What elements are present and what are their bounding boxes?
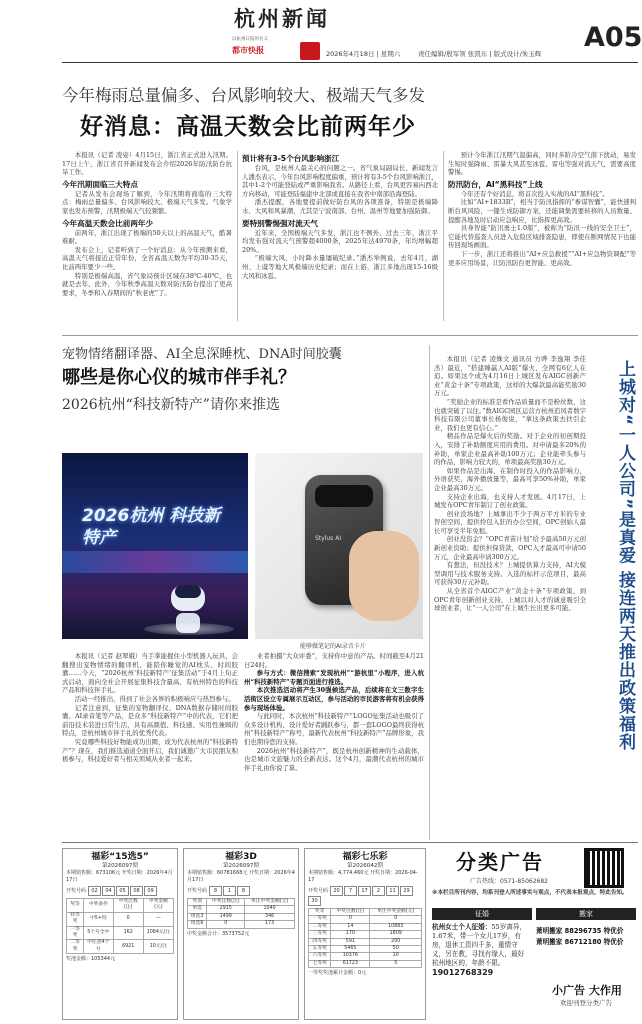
number-ball: 29: [400, 886, 413, 896]
paragraph: 发布会上，记者听到了一个好消息：从今年预测来看，高温天气将接近正常年份，全省高温天数为平均30-35天，比前两年要少一些。: [62, 245, 232, 271]
lottery-numbers: [66, 886, 174, 896]
table-row: [309, 923, 422, 930]
lottery-footer: 中奖金额合计：3573752元: [187, 930, 250, 937]
device-brand-label: Stylus AI: [315, 535, 342, 542]
device-photo: [255, 453, 423, 639]
table-cell: 5个号全中: [84, 926, 114, 940]
table-header-cell: 中奖注数(注): [113, 899, 143, 913]
lottery-date-line: 本期销售额：673106元 开奖日期：2026年4月17日: [66, 870, 173, 883]
lottery-issue: 第2026097期: [222, 863, 260, 869]
paragraph: 台风，是杭州人最关心的问题之一。省气象局副局长、新闻发言人潘杰表示，今年台风影响程度偏重，预计将有3-5个台风影响浙江，其中1-2个可能登陆或严重影响我省。从路径上看，台风更容易向西北方向移动，可能登陆福建中北部或直接在我省中南部沿海登陆。: [242, 164, 438, 198]
paragraph: 特别是极端高温，省气象局预计区域在38℃-40℃，也就是去年、此外，今年秋季高温天数对防汛防台提出了更高要求，冬季和入春期间的“秋老虎”了。: [62, 271, 232, 297]
skyline-shape: [62, 551, 248, 573]
welcome-text: 欢迎刊登分类广告: [560, 999, 612, 1007]
story1-column-2: [242, 151, 438, 323]
page-number: A05: [584, 22, 642, 53]
table-cell: 组选6: [188, 921, 207, 928]
table-cell: 591: [331, 938, 370, 945]
story1-lead: 本报讯（记者 凌姿）4月15日，浙江省正式进入汛期。17日上午，浙江省召开新闻发布会介绍2026年防汛防台抗旱工作。: [62, 151, 232, 177]
table-cell: —: [143, 912, 173, 926]
table-cell: 六等奖: [309, 953, 331, 960]
paragraph: 业者拍摄“大众评委”，支持你中意的产品。时间截至4月21日24时。: [244, 652, 424, 669]
story2-headline: 哪些是你心仪的城市伴手礼？: [62, 367, 296, 388]
number-ball: 20: [330, 886, 343, 896]
story3-body: [434, 355, 586, 840]
number-ball: 8: [209, 886, 222, 896]
paragraph: 从全省首个AIGC产业“黄金十条”专项政策，到OPC青年创新创业支持，上城以对人才的诚意吸引全球创业者，让“一人公司”在上城生长出更多可能。: [434, 587, 586, 613]
lottery-title: 福彩七乐彩: [342, 852, 388, 862]
table-header-cell: 中奖条件: [84, 899, 114, 913]
number-ball: 30: [308, 896, 321, 906]
recruit-text: 55岁离异，1.67米，带一个女儿17岁，有房，退休工资四千多，重情守义，另在教，寻找有缘人，最好杭州地区的，年龄不限。: [432, 923, 527, 967]
table-cell: 组选3: [188, 913, 207, 920]
lottery-issue: 第2026042期: [346, 863, 384, 869]
paragraph: 比如“AI+1833R”，相当于防汛指挥的“参谋智囊”，能快速判断台风风险，一键生成防御方案，还能调集需要转移的人员数量、提醒各地及时启动应急响应，比指挥更高效。: [448, 198, 636, 224]
table-row: [67, 926, 174, 940]
table-row: [309, 953, 422, 960]
table-cell: 二等奖: [67, 940, 84, 954]
poster-image: [62, 453, 248, 639]
paragraph: 活动一经推出，得到了社会各界的积极响应与热烈参与。: [74, 694, 235, 703]
number-ball: 08: [130, 886, 143, 896]
table-cell: 0: [207, 921, 245, 928]
lottery-numbers: [308, 886, 422, 906]
paragraph: 记者注意到，征集的宠物翻译仪、DNA数据存储时间胶囊、AI录音笔等产品，是众多“科技新特产”中的代表，它们把前沿技术装进日常生活，具有高颜值、科技感、实用性兼顾的特点，是杭州城市伴手礼的优秀代表。: [62, 703, 238, 738]
paragraph: 预计今年浙江汛期气温偏高，同时多阶冷空气南下扰动，易发生短时强降雨、雷暴大风甚至冰雹、雷电等强对流天气，需要高度警惕。: [448, 151, 636, 177]
paragraph: 2026杭州“科技新特产”，既是杭州创新精神的生动载体，也是城市文旅魅力的全新表达。这个4月，最潮代表杭州的城市伴手礼由你说了算。: [244, 746, 424, 772]
story1-subhead-5: 防汛防台，AI“黑科技”上线: [448, 179, 543, 189]
paragraph: 今年还有个好消息，将首次投入实战的AI“黑科技”。: [460, 189, 609, 198]
move-line-1: 萧明搬家 88296735 特优价: [536, 927, 624, 935]
ads-hotline: 广告热线：0571-85062682: [470, 878, 548, 885]
table-cell: 中任意4个号: [84, 940, 114, 954]
photo-caption: 能够做笔记的AI录音卡片: [300, 643, 366, 650]
story3-lead: 本报讯（记者 凌姝文 通讯员 方晔 李逸翔 李佳杰）最近，“搭建臻赢人AI版”爆火，全网有6亿人在追。如果这个成为4月16日上城区发布AIGC创新产业“黄金十条”专项政策，这样的大爆款最高能奖励30万元。: [434, 355, 586, 398]
table-cell: 5465: [331, 946, 370, 953]
tab-move: 搬家: [536, 908, 636, 920]
table-cell: 1499: [207, 913, 245, 920]
table-cell: 四等奖: [309, 938, 331, 945]
paragraph: “极端大风、小时降水量屡破纪录。”潘杰举例说，去年4月，湖州、上虞等地大风极端历史纪录；而在上游，浙江多地出现15-16级大风和冰雹。: [242, 254, 438, 280]
table-cell: 一等奖: [67, 926, 84, 940]
lottery-date-line: 本期销售额：60781668元 开奖日期：2026年4月17日: [187, 870, 295, 883]
table-cell: 10: [370, 953, 422, 960]
story1-column-3: [448, 151, 636, 323]
number-ball: 7: [344, 886, 357, 896]
paragraph: 记者从发布会现场了解到，今年汛期将面临的三大特点：梅雨总量偏多、台风影响较大、极端天气多发。气象学家也发布预警，汛期极端天气较频繁。: [62, 189, 232, 215]
number-ball: 2: [372, 886, 385, 896]
number-ball: 17: [358, 886, 371, 896]
platform-glow: [144, 623, 234, 635]
table-header-cell: 奖项: [188, 899, 207, 906]
move-line-2: 萧明搬家 86712180 特优价: [536, 938, 624, 946]
table-cell: 1809: [370, 931, 422, 938]
paragraph: 本次推选活动将产生30强候选产品，后续将在文三数字生活街区设立专属展示互动区，参与活动的市民游客将有机会获得参与现场体验。: [244, 686, 424, 712]
lottery-date-line: 本期销售额：4,774,460元 开奖日期：2026-04-17: [308, 870, 418, 883]
logo-subtitle: 以杭州日报的名义: [232, 37, 268, 42]
small-ad-slogan: 小广告 大作用: [552, 984, 622, 997]
table-cell: 0: [113, 912, 143, 926]
paragraph: 前两年，浙江出现了极端的50天以上的高温天气，酷暑难耐。: [62, 228, 232, 246]
lottery-issue: 第2026097期: [101, 863, 139, 869]
table-header-row: [67, 899, 174, 913]
issue-date: 2026年4月18日 | 星期六: [326, 50, 401, 58]
table-cell: 346: [245, 913, 295, 920]
ads-disclaimer: ※本栏目所刊内容，均系刊登人所述事实与观点，不代表本报观点，特此告知。: [432, 890, 628, 896]
paragraph: 具身智能“防汛勇士1.0版”，被称为“防汛一线的安全卫士”，它能代替巡查人员进入危险区域排查隐患，即使在断网情况下也能传回现场画面。: [448, 224, 636, 250]
recruit-title: 杭州女士个人征婚：: [432, 923, 492, 931]
table-header-cell: 中奖注数(注): [331, 909, 370, 916]
brand-logo: [300, 42, 320, 60]
paragraph: 参与方式：微信搜索“发现杭州”“游杭里”小程序，进入杭州“科技新特产”专题页面进行推选。: [244, 669, 424, 686]
table-cell: 170: [331, 931, 370, 938]
table-cell: 10376: [331, 953, 370, 960]
table-cell: 14: [331, 923, 370, 930]
table-row: [67, 940, 174, 954]
lottery-numbers: [187, 886, 295, 896]
robot-illustration: [166, 579, 210, 629]
tab-recruit: 征婚: [432, 908, 532, 920]
move-ad: [536, 926, 636, 948]
table-row: [309, 938, 422, 945]
lottery-footer: 一等奖奖池累计金额：0元: [308, 970, 367, 977]
numbers-label: 开奖号码: [66, 888, 87, 894]
paragraph: 与此同时，本次杭州“科技新特产”LOGO征集活动也吸引了众多设计机构、设计爱好者踊跃参与，都一套LOGO最终获得杭州“科技新特产”称号，最新代表杭州“科技新特产”品牌形象，我们也期待您的支持。: [244, 712, 424, 746]
table-header-cell: 中奖注数(注): [207, 899, 245, 906]
table-row: [188, 913, 295, 920]
column-divider: [429, 345, 430, 840]
table-row: [309, 960, 422, 967]
story1-subhead-2: 今年高温天数会比前两年少: [62, 218, 154, 228]
hand-shape: [349, 531, 419, 621]
column-divider: [237, 151, 238, 321]
lottery-box: [62, 848, 178, 1020]
table-cell: 61723: [331, 960, 370, 967]
paragraph: 有想法，但没技术？上城提供算力支持，AI大模型调用与技术服务支持。入选的标杆示范项目，最高可获得30万元补助。: [434, 561, 586, 587]
table-cell: 一等奖: [309, 916, 331, 923]
table-row: [188, 906, 295, 913]
table-cell: 173: [245, 921, 295, 928]
number-ball: 02: [88, 886, 101, 896]
lottery-title: 福彩“15选5”: [91, 852, 149, 862]
story2-lead: 本报讯（记者 赵翠娥）当手掌能握住小型机器人玩具、会翻搜出宠物情绪的翻译机、能陪你睡觉的AI枕头、时间胶囊……今天，“2026杭州‘科技新特产’征集活动”于4月上旬正式启动，面向全社会开展征集科技含量高、有杭州特色的科技产品和科技伴手礼。: [62, 652, 238, 695]
table-header-cell: 中奖金额(元): [143, 899, 173, 913]
paragraph: 支持企业出海，也支持人才发展。4月17日，上城发布OPC青年制订了创业政策。: [434, 492, 586, 510]
table-cell: 1040: [245, 906, 295, 913]
brand-name: 都市快报: [232, 46, 264, 55]
numbers-label: 开奖号码: [308, 888, 329, 894]
table-cell: 2915: [207, 906, 245, 913]
table-row: [188, 921, 295, 928]
recruit-ad: [432, 923, 530, 978]
number-ball: 8: [237, 886, 250, 896]
table-header-cell: 单注中奖金额(元): [245, 899, 295, 906]
story1-subhead-3: 预计将有3-5个台风影响浙江: [242, 154, 340, 163]
story1-headline: 好消息：高温天数会比前两年少: [80, 114, 416, 140]
story1-column-1: [62, 151, 232, 323]
table-cell: 中5+特: [84, 912, 114, 926]
numbers-label: 开奖号码: [187, 888, 208, 894]
table-header-cell: 奖等: [309, 909, 331, 916]
recruit-phone: 19012768329: [432, 968, 494, 977]
paragraph: 下一步，浙江还将推出“AI+应急救援”“AI+应急物资调配”等更多应用场景，让防汛防台更智能、更高效。: [448, 249, 636, 267]
paragraph: 近年来，全国极端天气多发，浙江也不例外。过去三年，浙江平均发布强对流天气预警超4000条，2025年达4970条，年均增幅超20%。: [242, 228, 438, 254]
table-cell: 10883: [370, 923, 422, 930]
table-cell: 三等奖: [309, 931, 331, 938]
table-cell: 6921: [113, 940, 143, 954]
table-header-row: [309, 909, 422, 916]
table-row: [309, 916, 422, 923]
table-row: [309, 946, 422, 953]
section-rule: [62, 335, 638, 336]
table-header-cell: 单注中奖金额(元): [370, 909, 422, 916]
story1-subhead-1: 今年汛期面临三大特点: [62, 179, 138, 189]
story3-vertical-headline: 上城对“一人公司”是真爱 接连两天推出政策福利: [615, 360, 635, 752]
table-header-row: [188, 899, 295, 906]
number-ball: 1: [223, 886, 236, 896]
table-cell: 162: [113, 926, 143, 940]
paragraph: 潘杰提醒，各地要提前做好防台风的各项准备，特别是极端降水、大风和风暴潮，尤其是宁波南部、台州、温州等地要加强防御。: [242, 198, 438, 215]
column-divider: [443, 151, 444, 321]
paragraph: 创业没资金？“OPC青苗计划”给予最高50万元创新创业资助；提供担保贷款，OPC入才最高可申请50万元，企业最高申请300万元。: [434, 535, 586, 561]
table-cell: 二等奖: [309, 923, 331, 930]
table-cell: 0: [331, 916, 370, 923]
qr-code: [584, 848, 624, 888]
number-ball: 05: [116, 886, 129, 896]
table-cell: 1084元/注: [143, 926, 173, 940]
paragraph: 精品作品是爆火后的奖励。对于企业的初创期投入，安排了补助额度应用的费用。对申请最多20%的补助，单家企业最高补助100万元；企业能牵头参与的作品，影响力较大的，单项最高奖励30万元。: [434, 432, 586, 467]
number-ball: 04: [102, 886, 115, 896]
masthead-section-title: 杭州新闻: [234, 6, 330, 31]
lottery-box: [183, 848, 299, 1020]
table-cell: 单选: [188, 906, 207, 913]
story2-subhead: 2026杭州“科技新特产”请你来推选: [62, 397, 280, 413]
bottom-rule: [62, 842, 638, 843]
paragraph: 如果作品是出海，在制作时投入的作品影响力，外语获奖，海外播放量等，最高可享50%补助，单家企业最高30万元。: [434, 466, 586, 492]
classified-ads: [432, 846, 638, 1020]
table-header-cell: 奖等: [67, 899, 84, 913]
table-cell: 50: [370, 946, 422, 953]
story2-column-2: [244, 652, 424, 840]
story2-column-1: [62, 652, 238, 840]
editor-credit: 责任编辑/殷军领 张凯东 | 版式设计/朱玉辉: [418, 50, 542, 58]
ads-title: 分类广告: [456, 850, 544, 874]
table-cell: 0: [370, 916, 422, 923]
lottery-box: [304, 848, 426, 1020]
story2-kicker: 宠物情绪翻译器、AI全息深睡枕、DNA时间胶囊: [62, 347, 342, 362]
table-cell: 200: [370, 938, 422, 945]
table-row: [67, 912, 174, 926]
table-row: [309, 931, 422, 938]
story1-subhead-4: 要特别警惕强对流天气: [242, 218, 318, 228]
prize-table: [308, 908, 422, 968]
story1-kicker: 今年梅雨总量偏多、台风影响较大、极端天气多发: [62, 86, 425, 105]
number-ball: 11: [386, 886, 399, 896]
lottery-title: 福彩3D: [225, 852, 257, 862]
paragraph: 究竟哪些科技好物能成功出圈，成为代表杭州的“科技新特产”？现在，我们推选通道全面开启，我们诚邀广大市民朋友积极参与，科技爱好者与相关领域从业者一起来。: [62, 737, 238, 764]
header-rule: [62, 62, 638, 63]
table-cell: 10元/注: [143, 940, 173, 954]
prize-table: [187, 898, 295, 929]
table-cell: 五等奖: [309, 946, 331, 953]
table-cell: 特等奖: [67, 912, 84, 926]
number-ball: 09: [144, 886, 157, 896]
lottery-footer: 奖池金额：105344元: [66, 956, 116, 963]
paragraph: “奖励企业的标准是看作品质量而不是粉丝数，这也就突破了以往。”数AIGC园区运营方杭州追风者数字科技有限公司董事长杨俊说，“拿这条政策去扶引企业，我们也更有信心。”: [434, 397, 586, 432]
table-cell: 5: [370, 960, 422, 967]
poster-text: 2026杭州 科技新特产: [82, 506, 221, 548]
paragraph: 创业没场地？上城拿出不少于两万平方米的专业智创空间，提供拎包入驻的办公空间，OPC创始人最长可享受半年免租。: [434, 509, 586, 535]
table-cell: 七等奖: [309, 960, 331, 967]
prize-table: [66, 898, 174, 954]
